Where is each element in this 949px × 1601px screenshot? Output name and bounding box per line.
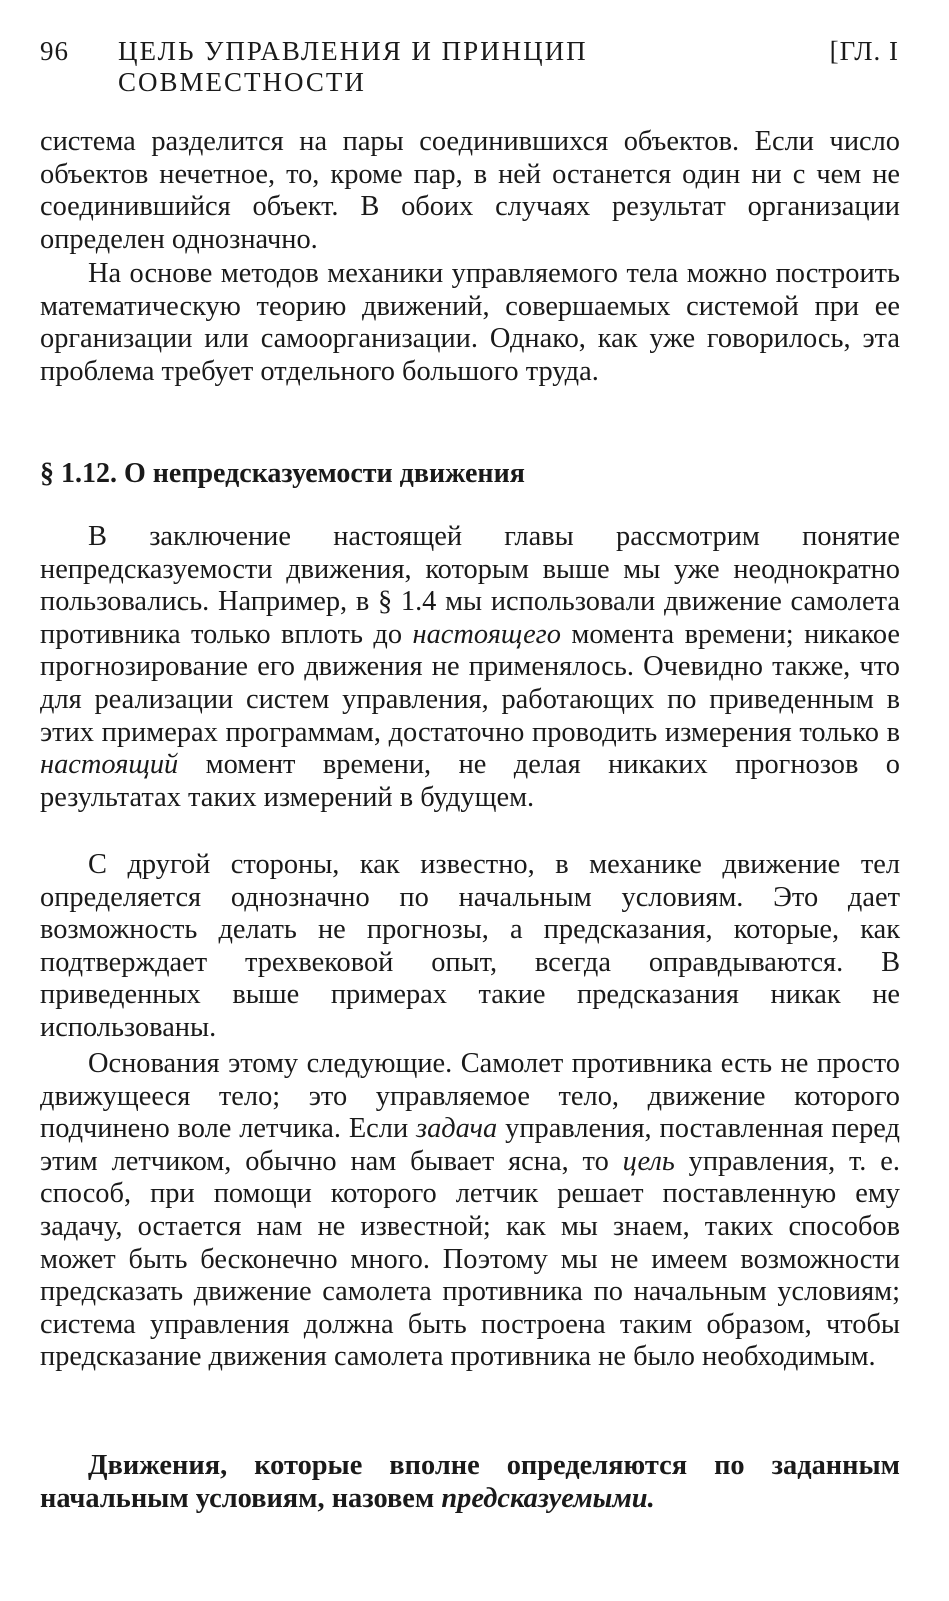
paragraph-6-emphasis: предсказуемыми. xyxy=(441,1482,655,1514)
paragraph-3-emphasis-2: настоящий xyxy=(40,749,179,781)
paragraph-5-text-c: управления, т. е. способ, при помощи которого летчик решает поставленную ему задачу, остается нам не известной; как мы знаем, таких способов может быть бесконечно много. Поэтому мы не имеем возможности предсказать движение самолета противника по начальным условиям; система управления должна быть построена таким образом, чтобы предсказание движения самолета противника не было необходимым. xyxy=(40,1145,900,1373)
paragraph-5-text-a: Основания этому следующие. Самолет противника есть не просто движущееся тело; это управляемое тело, движение которого подчинено воле летчика. Если xyxy=(40,1048,900,1145)
paragraph-4: С другой стороны, как известно, в механике движение тел определяется однозначно по начальным условиям. Это дает возможность делать не прогнозы, а предсказания, которые, как подтверждает трехвековой опыт, всегда оправдываются. В приведенных выше примерах такие предсказания никак не использованы. xyxy=(40,849,900,1043)
paragraph-3-text-b: момента времени; никакое прогнозирование его движения не применялось. Очевидно также, что для реализации систем управления, работающих по приведенным в этих примерах программам, достаточно проводить измерения только в xyxy=(40,618,900,748)
paragraph-5-text-b: управления, поставленная перед этим летчиком, обычно нам бывает ясна, то xyxy=(40,1113,900,1177)
paragraph-3 xyxy=(40,521,900,814)
paragraph-6 xyxy=(40,1450,900,1515)
paragraph-1: система разделится на пары соединившихся объектов. Если число объектов нечетное, то, кроме пар, в ней останется один ни с чем не соединившийся объект. В обоих случаях результат организации определен однозначно. xyxy=(40,126,900,255)
page-number: 96 xyxy=(40,36,69,66)
section-heading xyxy=(40,458,900,490)
paragraph-3-emphasis-1: настоящего xyxy=(412,618,561,650)
paragraph-2: На основе методов механики управляемого тела можно построить математическую теорию движений, совершаемых системой при ее организации или самоорганизации. Однако, как уже говорилось, эта проблема требует отдельного большого труда. xyxy=(40,258,900,387)
running-title: ЦЕЛЬ УПРАВЛЕНИЯ И ПРИНЦИП СОВМЕСТНОСТИ xyxy=(118,36,588,97)
paragraph-6-text: Движения, которые вполне определяются по заданным начальным условиям, назовем xyxy=(40,1450,900,1514)
paragraph-3-text-c: момент времени, не делая никаких прогнозов о результатах таких измерений в будущем. xyxy=(40,749,900,813)
paragraph-5-emphasis-1: задача xyxy=(416,1113,498,1145)
section-title: О непредсказуемости движения xyxy=(124,458,525,489)
chapter-label: [ГЛ. I xyxy=(829,36,899,66)
paragraph-3-text-a: В заключение настоящей главы рассмотрим понятие непредсказуемости движения, которым выше мы уже неоднократно пользовались. Например, в § 1.4 мы использовали движение самолета противника только вплоть до xyxy=(40,521,900,650)
paragraph-5 xyxy=(40,1048,900,1374)
paragraph-5-emphasis-2: цель xyxy=(622,1145,675,1177)
section-number: § 1.12. xyxy=(40,458,117,489)
running-header xyxy=(40,36,899,97)
